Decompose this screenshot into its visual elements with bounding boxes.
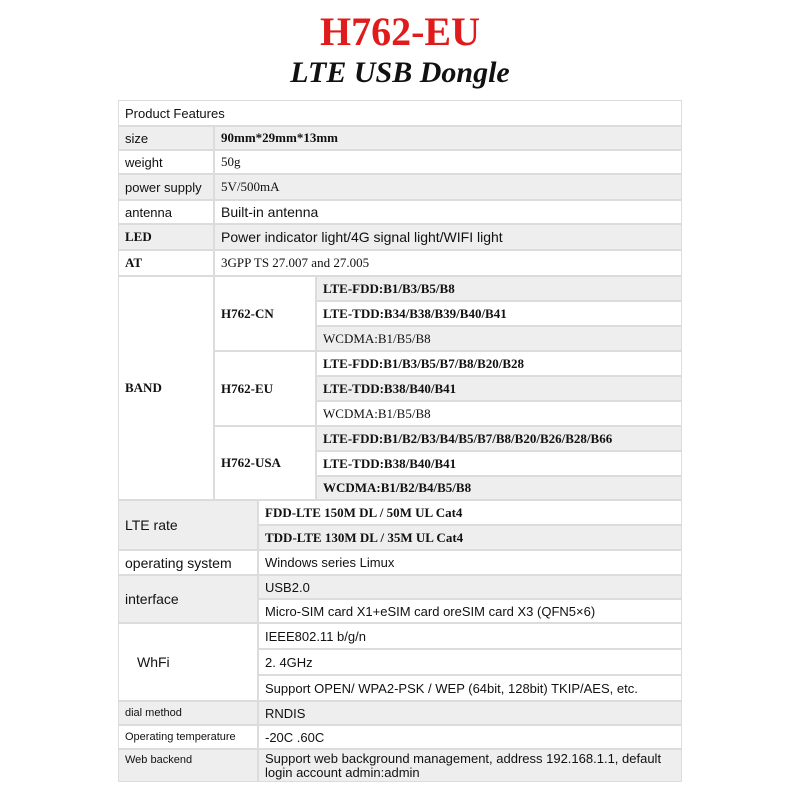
band-usa-row-1: LTE-FDD:B1/B2/B3/B4/B5/B7/B8/B20/B26/B28/B66 [316, 426, 682, 451]
lte-rate-fdd: FDD-LTE 150M DL / 50M UL Cat4 [258, 500, 682, 525]
wifi-frequency: 2. 4GHz [258, 649, 682, 675]
wifi-label: WhFi [118, 623, 258, 701]
dial-value: RNDIS [258, 701, 682, 725]
interface-usb: USB2.0 [258, 575, 682, 599]
web-value: Support web background management, address 192.168.1.1, default login account admin:admin [258, 749, 682, 782]
wifi-standard: IEEE802.11 b/g/n [258, 623, 682, 649]
band-model-usa: H762-USA [214, 426, 316, 500]
antenna-label: antenna [118, 200, 214, 224]
weight-value: 50g [214, 150, 682, 174]
temp-value: -20C .60C [258, 725, 682, 749]
at-value: 3GPP TS 27.007 and 27.005 [214, 250, 682, 276]
band-eu-row-1: LTE-FDD:B1/B3/B5/B7/B8/B20/B28 [316, 351, 682, 376]
power-label: power supply [118, 174, 214, 200]
wifi-security: Support OPEN/ WPA2-PSK / WEP (64bit, 128bit) TKIP/AES, etc. [258, 675, 682, 701]
band-eu-row-2: LTE-TDD:B38/B40/B41 [316, 376, 682, 401]
band-model-cn: H762-CN [214, 276, 316, 351]
led-label: LED [118, 224, 214, 250]
lte-rate-label: LTE rate [118, 500, 258, 550]
interface-label: interface [118, 575, 258, 623]
band-usa-row-2: LTE-TDD:B38/B40/B41 [316, 451, 682, 476]
size-label: size [118, 126, 214, 150]
page-title: H762-EU [320, 9, 480, 54]
weight-label: weight [118, 150, 214, 174]
lte-rate-tdd: TDD-LTE 130M DL / 35M UL Cat4 [258, 525, 682, 550]
os-label: operating system [118, 550, 258, 575]
web-label: Web backend [118, 749, 258, 782]
temp-label: Operating temperature [118, 725, 258, 749]
os-value: Windows series Limux [258, 550, 682, 575]
band-model-eu: H762-EU [214, 351, 316, 426]
band-cn-row-3: WCDMA:B1/B5/B8 [316, 326, 682, 351]
band-eu-row-3: WCDMA:B1/B5/B8 [316, 401, 682, 426]
band-usa-row-3: WCDMA:B1/B2/B4/B5/B8 [316, 476, 682, 500]
band-label: BAND [118, 276, 214, 500]
page-subtitle: LTE USB Dongle [290, 56, 510, 89]
dial-label: dial method [118, 701, 258, 725]
led-value: Power indicator light/4G signal light/WIFI light [214, 224, 682, 250]
size-value: 90mm*29mm*13mm [214, 126, 682, 150]
interface-sim: Micro-SIM card X1+eSIM card oreSIM card X3 (QFN5×6) [258, 599, 682, 623]
spec-table [118, 100, 682, 782]
at-label: AT [118, 250, 214, 276]
power-value: 5V/500mA [214, 174, 682, 200]
band-cn-row-2: LTE-TDD:B34/B38/B39/B40/B41 [316, 301, 682, 326]
features-heading: Product Features [118, 100, 682, 126]
antenna-value: Built-in antenna [214, 200, 682, 224]
band-cn-row-1: LTE-FDD:B1/B3/B5/B8 [316, 276, 682, 301]
